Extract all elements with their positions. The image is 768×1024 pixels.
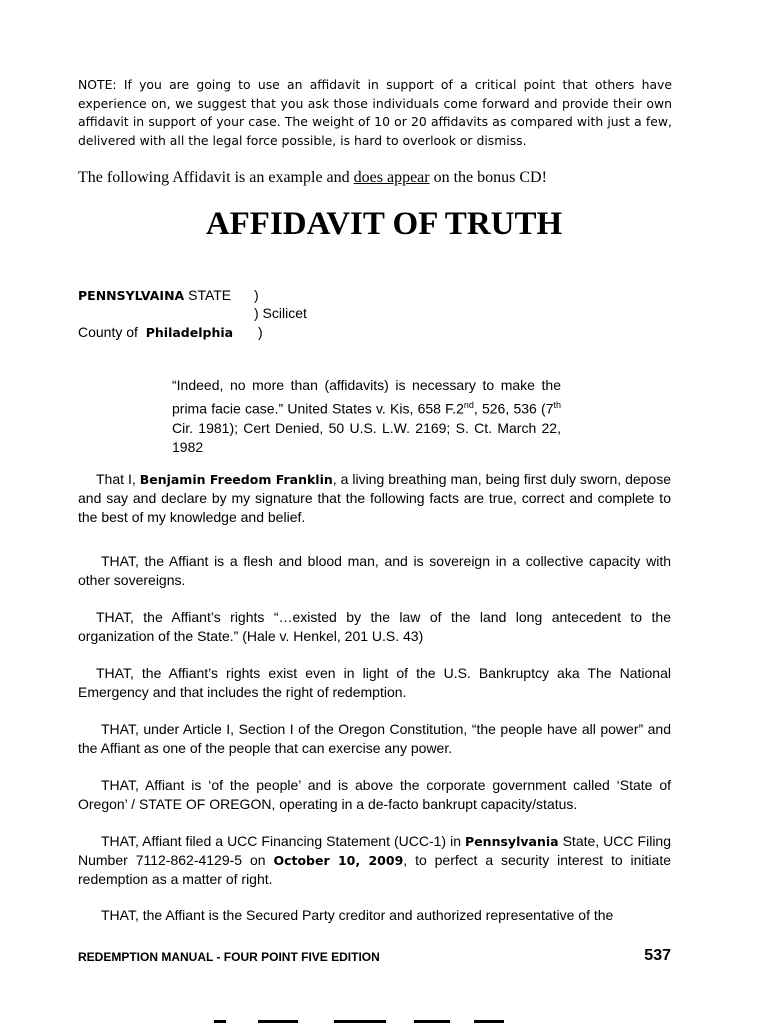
scan-artifact <box>474 1020 504 1023</box>
scan-artifact <box>334 1020 386 1023</box>
statement-paragraph: THAT, under Article I, Section I of the Oregon Constitution, “the people have all power” and the Affiant as one of the people that can exercise any power. <box>78 721 671 756</box>
county-label: County of <box>78 324 138 340</box>
venue-paren-2: ) <box>258 324 263 340</box>
scan-artifact <box>214 1020 226 1023</box>
quote-superscript: nd <box>463 399 474 410</box>
venue-county-line <box>78 324 233 340</box>
document-title: AFFIDAVIT OF TRUTH <box>205 206 563 242</box>
quote-superscript: th <box>553 399 561 410</box>
page-number: 537 <box>644 947 671 964</box>
scan-artifact <box>258 1020 298 1023</box>
opening-text: , a living breathing man, being first duly sworn, depose and say and declare by my signature that the following facts are true, correct and complete to the best of my knowledge and belief. <box>78 471 672 525</box>
affiant-name: Benjamin Freedom Franklin <box>139 472 333 487</box>
legal-quote <box>172 376 561 458</box>
quote-text: “Indeed, no more than (affidavits) is necessary to make the prima facie case.” United States v. Kis, 658 F.2 <box>172 377 561 417</box>
opening-paragraph <box>78 470 671 527</box>
intro-text: The following Affidavit is an example and <box>78 169 354 186</box>
statement-paragraph: THAT, the Affiant’s rights exist even in light of the U.S. Bankruptcy aka The National Emergency and that includes the right of redemption. <box>78 665 671 700</box>
intro-line <box>78 169 547 187</box>
county-name: Philadelphia <box>145 325 234 340</box>
venue-state-line <box>78 287 231 303</box>
venue-paren-1: ) <box>254 287 259 303</box>
editor-note: NOTE: If you are going to use an affidavit in support of a critical point that others have experience on, we suggest that you ask those individuals come forward and provide their own affidavit in support of your case. The weight of 10 or 20 affidavits as compared with just a few, delivered with all the legal force possible, is hard to overlook or dismiss. <box>78 77 672 148</box>
state-label: STATE <box>188 287 232 303</box>
ucc-text: , to perfect a security interest to initiate redemption as a matter of right. <box>78 852 671 887</box>
scan-artifact <box>414 1020 450 1023</box>
statement-paragraph: THAT, the Affiant’s rights “…existed by the law of the land long antecedent to the organization of the State.” (Hale v. Henkel, 201 U.S. 43) <box>78 609 671 644</box>
quote-text: , 526, 536 (7 <box>473 400 554 417</box>
state-name: PENNSYLVAINA <box>78 288 185 303</box>
intro-text-end: on the bonus CD! <box>429 169 547 186</box>
page-footer <box>78 947 671 964</box>
ucc-state: Pennsylvania <box>465 834 559 849</box>
footer-book-title: REDEMPTION MANUAL - FOUR POINT FIVE EDITION <box>78 950 380 964</box>
intro-underlined: does appear <box>353 169 430 186</box>
statement-paragraph: THAT, Affiant is ‘of the people’ and is above the corporate government called ‘State of Oregon’ / STATE OF OREGON, operating in a de-facto bankrupt capacity/status. <box>78 777 671 812</box>
statement-paragraph: THAT, the Affiant is a flesh and blood man, and is sovereign in a collective capacity with other sovereigns. <box>78 553 671 588</box>
ucc-date: October 10, 2009 <box>273 853 404 868</box>
quote-text: Cir. 1981); Cert Denied, 50 U.S. L.W. 2169; S. Ct. March 22, 1982 <box>172 419 561 456</box>
opening-text: That I, <box>96 471 140 487</box>
ucc-paragraph <box>78 832 671 889</box>
venue-scilicet: ) Scilicet <box>254 305 307 321</box>
ucc-text: THAT, Affiant filed a UCC Financing Statement (UCC-1) in <box>101 833 466 849</box>
ucc-text: State, UCC Filing Number 7112-862-4129-5 on <box>78 833 671 868</box>
statement-paragraph: THAT, the Affiant is the Secured Party creditor and authorized representative of the <box>101 907 614 923</box>
